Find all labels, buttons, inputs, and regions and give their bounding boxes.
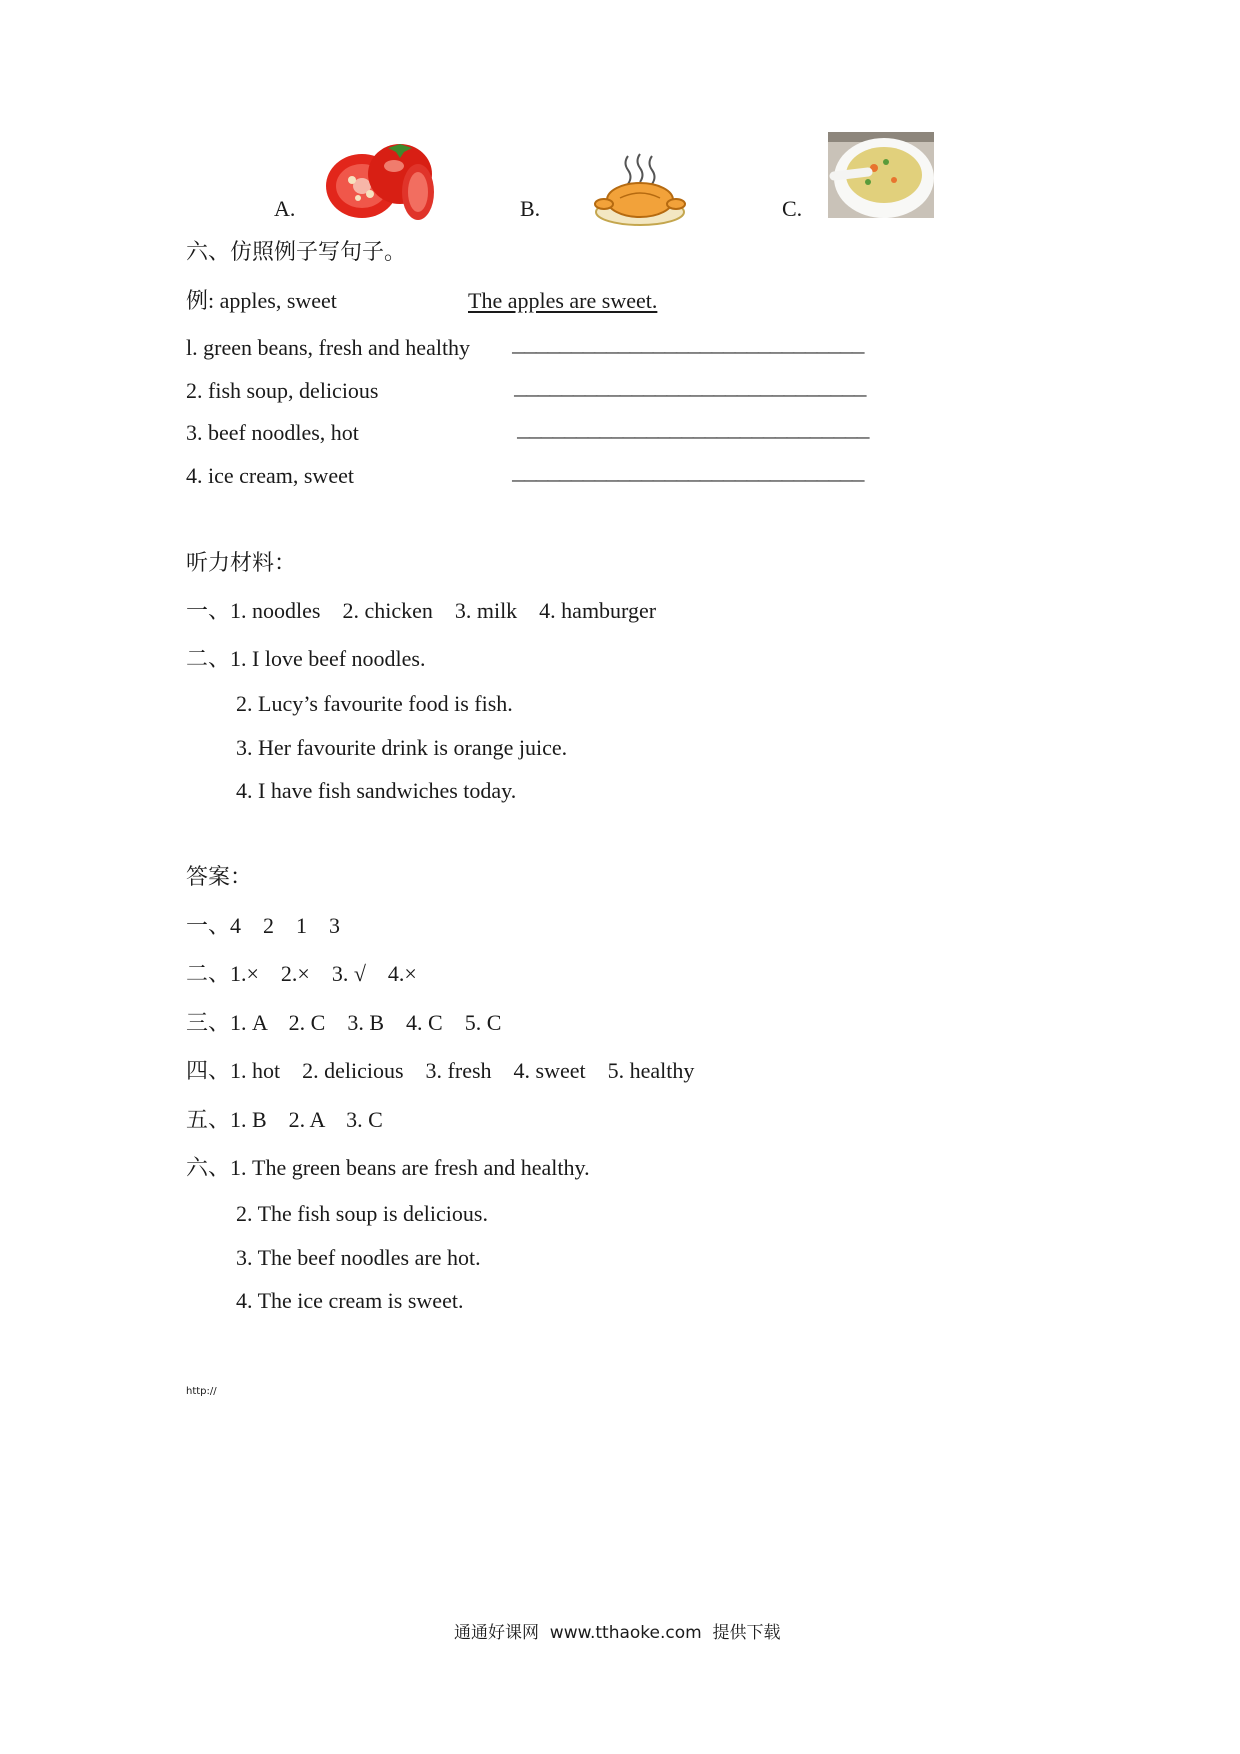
option-a-label: A.: [274, 196, 296, 221]
listening-part2-line2: 2. Lucy’s favourite food is fish.: [236, 691, 513, 716]
answers-line-1: 一、4 2 1 3: [186, 913, 341, 938]
exercise-item-3: 3. beef noodles, hot: [186, 420, 359, 445]
answers-heading: 答案：: [186, 864, 253, 889]
listening-part1: 一、1. noodles 2. chicken 3. milk 4. hamburger: [186, 598, 657, 623]
exercise-item-4: 4. ice cream, sweet: [186, 463, 354, 488]
listening-part2-line1: 二、1. I love beef noodles.: [186, 646, 426, 671]
soup-bowl-image: [828, 132, 934, 218]
tomato-image: [318, 136, 442, 222]
listening-part2-line3: 3. Her favourite drink is orange juice.: [236, 735, 568, 760]
exercise-item-1: l. green beans, fresh and healthy: [186, 335, 471, 360]
answers-line-6: 六、1. The green beans are fresh and healthy.: [186, 1155, 590, 1180]
footer-text: 通通好课网 www.tthaoke.com 提供下载: [454, 1623, 781, 1643]
answer-blank-2: ______________________________: [514, 376, 866, 401]
answers-six-line-3: 3. The beef noodles are hot.: [236, 1245, 481, 1270]
answers-line-2: 二、1.× 2.× 3. √ 4.×: [186, 961, 417, 986]
example-answer: The apples are sweet.: [468, 288, 658, 313]
answer-blank-4: ______________________________: [512, 461, 864, 486]
section6-heading: 六、仿照例子写句子。: [186, 239, 407, 264]
answers-six-line-2: 2. The fish soup is delicious.: [236, 1201, 488, 1226]
listening-part2-line4: 4. I have fish sandwiches today.: [236, 778, 517, 803]
answer-blank-1: ______________________________: [512, 333, 864, 358]
small-url-text: http://: [186, 1386, 217, 1397]
listening-heading: 听力材料：: [186, 550, 297, 575]
option-c-label: C.: [782, 196, 803, 221]
option-b-label: B.: [520, 196, 541, 221]
answers-line-3: 三、1. A 2. C 3. B 4. C 5. C: [186, 1010, 502, 1035]
answers-six-line-4: 4. The ice cream is sweet.: [236, 1288, 464, 1313]
example-prompt: 例: apples, sweet: [186, 288, 337, 313]
exercise-item-2: 2. fish soup, delicious: [186, 378, 379, 403]
answer-blank-3: ______________________________: [517, 418, 869, 443]
answers-line-5: 五、1. B 2. A 3. C: [186, 1107, 383, 1132]
roast-chicken-image: [590, 152, 690, 230]
answers-line-4: 四、1. hot 2. delicious 3. fresh 4. sweet 5. healthy: [186, 1058, 695, 1083]
